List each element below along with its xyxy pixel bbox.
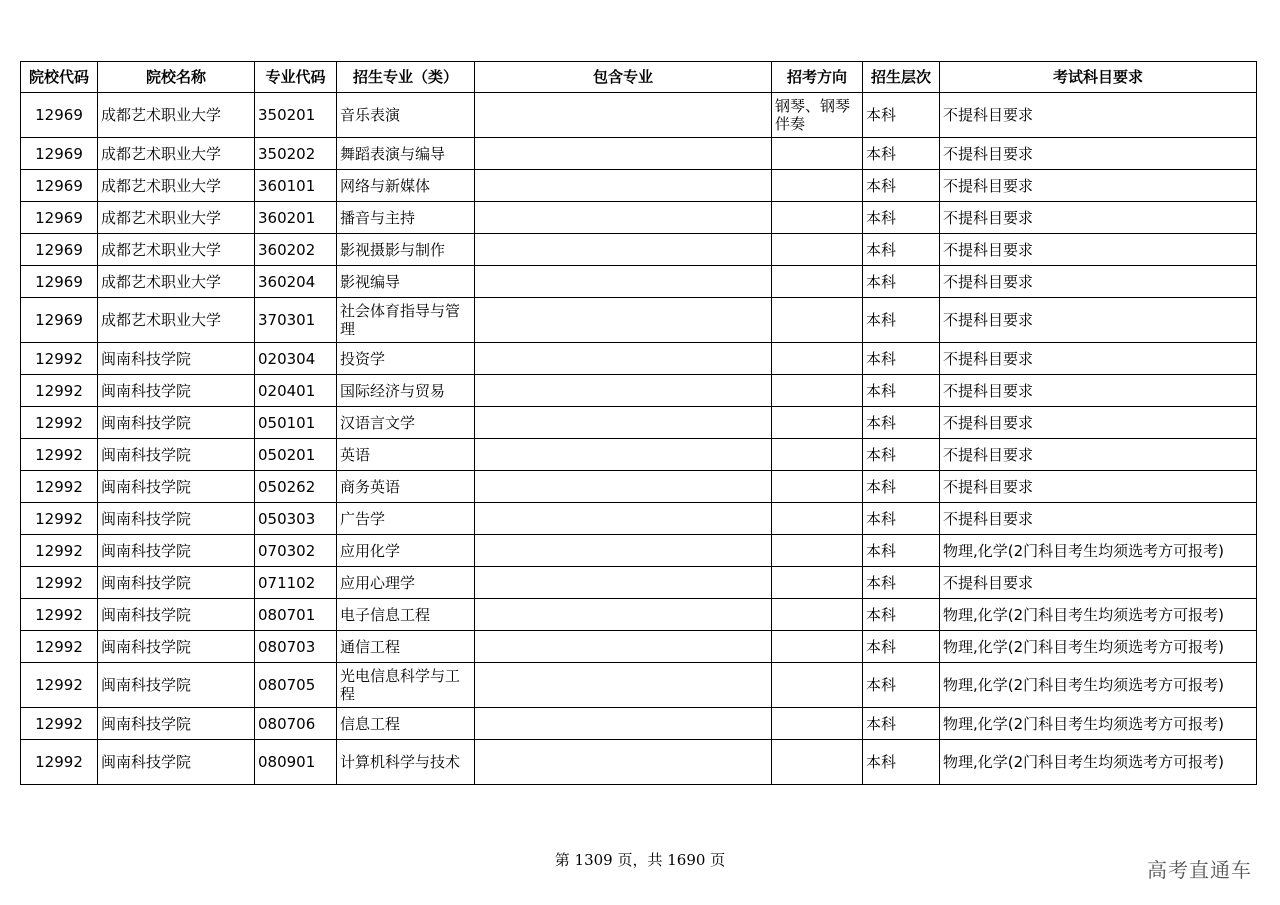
table-row	[21, 663, 1257, 708]
level-cell: 本科	[863, 202, 940, 234]
direction-cell	[772, 535, 863, 567]
school-name-cell: 闽南科技学院	[98, 343, 255, 375]
subject-requirement-cell: 不提科目要求	[940, 503, 1257, 535]
header-major-code: 专业代码	[255, 62, 337, 93]
level-cell: 本科	[863, 740, 940, 785]
included-majors-cell	[475, 439, 772, 471]
major-code-cell: 070302	[255, 535, 337, 567]
direction-cell	[772, 663, 863, 708]
header-subject-requirement: 考试科目要求	[940, 62, 1257, 93]
major-code-cell: 050101	[255, 407, 337, 439]
school-code-cell: 12969	[21, 266, 98, 298]
major-code-cell: 050303	[255, 503, 337, 535]
table-row	[21, 439, 1257, 471]
school-name-cell: 闽南科技学院	[98, 740, 255, 785]
major-code-cell: 020304	[255, 343, 337, 375]
school-name-cell: 闽南科技学院	[98, 535, 255, 567]
school-name-cell: 闽南科技学院	[98, 663, 255, 708]
direction-cell	[772, 343, 863, 375]
included-majors-cell	[475, 343, 772, 375]
subject-requirement-cell: 物理,化学(2门科目考生均须选考方可报考)	[940, 708, 1257, 740]
table-row	[21, 708, 1257, 740]
subject-requirement-cell: 不提科目要求	[940, 266, 1257, 298]
major-cell: 计算机科学与技术	[337, 740, 475, 785]
included-majors-cell	[475, 93, 772, 138]
major-code-cell: 080703	[255, 631, 337, 663]
subject-requirement-cell: 不提科目要求	[940, 170, 1257, 202]
table-row	[21, 375, 1257, 407]
major-code-cell: 080705	[255, 663, 337, 708]
school-code-cell: 12969	[21, 298, 98, 343]
school-name-cell: 闽南科技学院	[98, 708, 255, 740]
subject-requirement-cell: 不提科目要求	[940, 439, 1257, 471]
subject-requirement-cell: 不提科目要求	[940, 234, 1257, 266]
header-school-code: 院校代码	[21, 62, 98, 93]
direction-cell	[772, 708, 863, 740]
school-code-cell: 12992	[21, 567, 98, 599]
school-name-cell: 成都艺术职业大学	[98, 93, 255, 138]
school-name-cell: 闽南科技学院	[98, 375, 255, 407]
direction-cell	[772, 407, 863, 439]
table-row	[21, 170, 1257, 202]
subject-requirement-cell: 物理,化学(2门科目考生均须选考方可报考)	[940, 599, 1257, 631]
major-cell: 英语	[337, 439, 475, 471]
school-name-cell: 成都艺术职业大学	[98, 138, 255, 170]
major-code-cell: 080701	[255, 599, 337, 631]
major-cell: 投资学	[337, 343, 475, 375]
major-cell: 汉语言文学	[337, 407, 475, 439]
level-cell: 本科	[863, 708, 940, 740]
major-cell: 网络与新媒体	[337, 170, 475, 202]
school-name-cell: 成都艺术职业大学	[98, 170, 255, 202]
major-code-cell: 370301	[255, 298, 337, 343]
table-row	[21, 298, 1257, 343]
school-code-cell: 12992	[21, 343, 98, 375]
major-code-cell: 350202	[255, 138, 337, 170]
direction-cell	[772, 599, 863, 631]
included-majors-cell	[475, 375, 772, 407]
page-number: 第 1309 页，共 1690 页	[554, 851, 726, 869]
direction-cell	[772, 439, 863, 471]
school-name-cell: 闽南科技学院	[98, 631, 255, 663]
direction-cell	[772, 740, 863, 785]
level-cell: 本科	[863, 439, 940, 471]
included-majors-cell	[475, 631, 772, 663]
school-name-cell: 闽南科技学院	[98, 599, 255, 631]
level-cell: 本科	[863, 535, 940, 567]
included-majors-cell	[475, 503, 772, 535]
major-cell: 电子信息工程	[337, 599, 475, 631]
school-code-cell: 12992	[21, 375, 98, 407]
school-code-cell: 12969	[21, 138, 98, 170]
major-code-cell: 360202	[255, 234, 337, 266]
level-cell: 本科	[863, 266, 940, 298]
school-name-cell: 成都艺术职业大学	[98, 266, 255, 298]
major-cell: 信息工程	[337, 708, 475, 740]
level-cell: 本科	[863, 663, 940, 708]
major-code-cell: 080901	[255, 740, 337, 785]
school-code-cell: 12992	[21, 407, 98, 439]
subject-requirement-cell: 不提科目要求	[940, 375, 1257, 407]
direction-cell	[772, 631, 863, 663]
included-majors-cell	[475, 407, 772, 439]
school-code-cell: 12992	[21, 631, 98, 663]
level-cell: 本科	[863, 93, 940, 138]
school-name-cell: 闽南科技学院	[98, 439, 255, 471]
table-row	[21, 503, 1257, 535]
direction-cell	[772, 170, 863, 202]
school-code-cell: 12969	[21, 234, 98, 266]
school-name-cell: 闽南科技学院	[98, 503, 255, 535]
major-cell: 通信工程	[337, 631, 475, 663]
school-code-cell: 12992	[21, 471, 98, 503]
included-majors-cell	[475, 567, 772, 599]
school-code-cell: 12969	[21, 202, 98, 234]
table-row	[21, 138, 1257, 170]
school-code-cell: 12969	[21, 170, 98, 202]
major-code-cell: 360101	[255, 170, 337, 202]
direction-cell	[772, 567, 863, 599]
major-cell: 音乐表演	[337, 93, 475, 138]
school-code-cell: 12992	[21, 599, 98, 631]
header-level: 招生层次	[863, 62, 940, 93]
table-row	[21, 740, 1257, 785]
school-name-cell: 成都艺术职业大学	[98, 202, 255, 234]
school-code-cell: 12992	[21, 535, 98, 567]
included-majors-cell	[475, 708, 772, 740]
direction-cell: 钢琴、钢琴伴奏	[772, 93, 863, 138]
subject-requirement-cell: 不提科目要求	[940, 471, 1257, 503]
included-majors-cell	[475, 599, 772, 631]
subject-requirement-cell: 物理,化学(2门科目考生均须选考方可报考)	[940, 740, 1257, 785]
subject-requirement-cell: 不提科目要求	[940, 93, 1257, 138]
subject-requirement-cell: 不提科目要求	[940, 298, 1257, 343]
header-row	[21, 62, 1257, 93]
included-majors-cell	[475, 266, 772, 298]
subject-requirement-cell: 不提科目要求	[940, 202, 1257, 234]
level-cell: 本科	[863, 503, 940, 535]
school-name-cell: 闽南科技学院	[98, 407, 255, 439]
major-cell: 光电信息科学与工程	[337, 663, 475, 708]
included-majors-cell	[475, 202, 772, 234]
school-name-cell: 成都艺术职业大学	[98, 298, 255, 343]
major-cell: 影视摄影与制作	[337, 234, 475, 266]
school-name-cell: 闽南科技学院	[98, 567, 255, 599]
major-cell: 广告学	[337, 503, 475, 535]
major-cell: 播音与主持	[337, 202, 475, 234]
table-row	[21, 93, 1257, 138]
table-row	[21, 535, 1257, 567]
direction-cell	[772, 375, 863, 407]
watermark: 高考直通车	[1147, 858, 1252, 882]
level-cell: 本科	[863, 471, 940, 503]
table-row	[21, 471, 1257, 503]
major-cell: 社会体育指导与管理	[337, 298, 475, 343]
major-cell: 应用化学	[337, 535, 475, 567]
table-row	[21, 407, 1257, 439]
direction-cell	[772, 471, 863, 503]
header-included-majors: 包含专业	[475, 62, 772, 93]
major-code-cell: 020401	[255, 375, 337, 407]
school-code-cell: 12992	[21, 708, 98, 740]
school-code-cell: 12992	[21, 439, 98, 471]
major-cell: 应用心理学	[337, 567, 475, 599]
major-code-cell: 360204	[255, 266, 337, 298]
major-code-cell: 071102	[255, 567, 337, 599]
subject-requirement-cell: 物理,化学(2门科目考生均须选考方可报考)	[940, 631, 1257, 663]
included-majors-cell	[475, 663, 772, 708]
major-code-cell: 080706	[255, 708, 337, 740]
subject-requirement-cell: 物理,化学(2门科目考生均须选考方可报考)	[940, 663, 1257, 708]
subject-requirement-cell: 不提科目要求	[940, 138, 1257, 170]
subject-requirement-cell: 不提科目要求	[940, 343, 1257, 375]
level-cell: 本科	[863, 375, 940, 407]
subject-requirement-cell: 不提科目要求	[940, 407, 1257, 439]
included-majors-cell	[475, 740, 772, 785]
major-code-cell: 350201	[255, 93, 337, 138]
header-major: 招生专业（类）	[337, 62, 475, 93]
major-code-cell: 360201	[255, 202, 337, 234]
school-name-cell: 闽南科技学院	[98, 471, 255, 503]
level-cell: 本科	[863, 138, 940, 170]
included-majors-cell	[475, 170, 772, 202]
table-row	[21, 631, 1257, 663]
major-cell: 舞蹈表演与编导	[337, 138, 475, 170]
included-majors-cell	[475, 535, 772, 567]
table-row	[21, 234, 1257, 266]
school-code-cell: 12992	[21, 503, 98, 535]
school-code-cell: 12969	[21, 93, 98, 138]
included-majors-cell	[475, 234, 772, 266]
admissions-table	[20, 61, 1257, 785]
level-cell: 本科	[863, 567, 940, 599]
level-cell: 本科	[863, 343, 940, 375]
school-code-cell: 12992	[21, 740, 98, 785]
table-row	[21, 599, 1257, 631]
level-cell: 本科	[863, 170, 940, 202]
direction-cell	[772, 138, 863, 170]
subject-requirement-cell: 不提科目要求	[940, 567, 1257, 599]
school-name-cell: 成都艺术职业大学	[98, 234, 255, 266]
table-row	[21, 202, 1257, 234]
major-cell: 影视编导	[337, 266, 475, 298]
included-majors-cell	[475, 471, 772, 503]
direction-cell	[772, 234, 863, 266]
level-cell: 本科	[863, 298, 940, 343]
subject-requirement-cell: 物理,化学(2门科目考生均须选考方可报考)	[940, 535, 1257, 567]
table-body	[21, 93, 1257, 785]
level-cell: 本科	[863, 631, 940, 663]
table-row	[21, 567, 1257, 599]
included-majors-cell	[475, 298, 772, 343]
direction-cell	[772, 503, 863, 535]
major-cell: 国际经济与贸易	[337, 375, 475, 407]
school-code-cell: 12992	[21, 663, 98, 708]
level-cell: 本科	[863, 407, 940, 439]
major-code-cell: 050201	[255, 439, 337, 471]
level-cell: 本科	[863, 599, 940, 631]
major-cell: 商务英语	[337, 471, 475, 503]
table-row	[21, 343, 1257, 375]
direction-cell	[772, 298, 863, 343]
table-row	[21, 266, 1257, 298]
direction-cell	[772, 266, 863, 298]
major-code-cell: 050262	[255, 471, 337, 503]
level-cell: 本科	[863, 234, 940, 266]
direction-cell	[772, 202, 863, 234]
included-majors-cell	[475, 138, 772, 170]
header-school-name: 院校名称	[98, 62, 255, 93]
header-direction: 招考方向	[772, 62, 863, 93]
